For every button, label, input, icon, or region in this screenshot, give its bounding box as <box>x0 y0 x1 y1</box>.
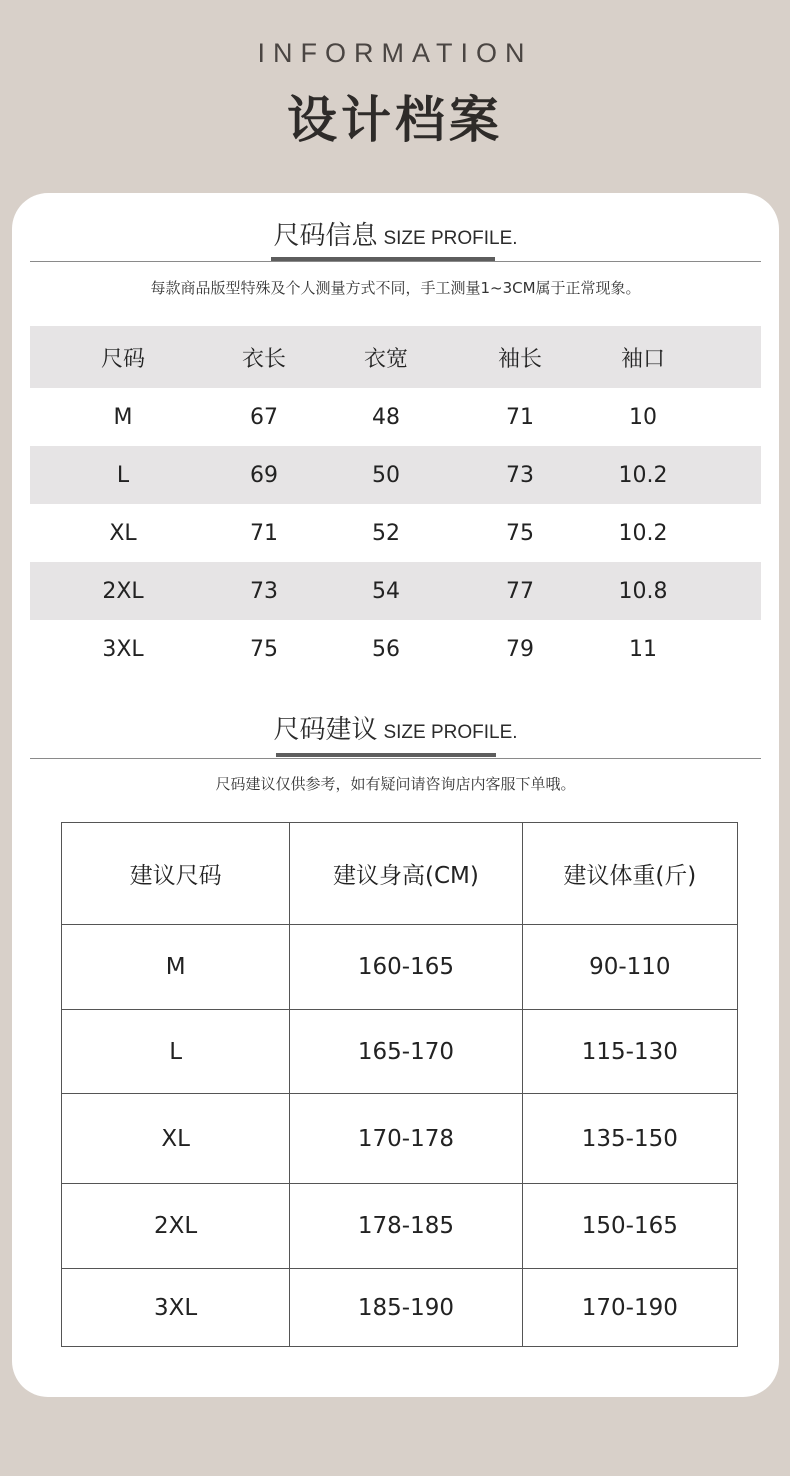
table-cell: XL <box>62 1094 290 1184</box>
table-cell: 11 <box>629 636 657 662</box>
table-row <box>30 446 761 504</box>
table-row <box>30 620 761 678</box>
table-row <box>62 1269 738 1347</box>
size-info-col-width: 衣宽 <box>363 346 408 372</box>
table-cell: 90-110 <box>522 925 737 1010</box>
header-english: INFORMATION <box>257 38 533 68</box>
table-cell: 54 <box>372 578 400 604</box>
table-cell: 115-130 <box>522 1010 737 1094</box>
table-row <box>30 562 761 620</box>
table-cell: 170-190 <box>522 1269 737 1347</box>
size-advice-underline <box>276 753 496 757</box>
size-advice-title <box>12 709 779 746</box>
table-cell: 2XL <box>62 1184 290 1269</box>
table-cell: 77 <box>506 578 534 604</box>
table-row <box>30 388 761 446</box>
table-cell: XL <box>109 520 137 546</box>
size-info-table <box>30 326 761 678</box>
size-info-divider <box>30 261 761 262</box>
size-advice-title-en: SIZE PROFILE. <box>383 722 518 743</box>
table-cell: 56 <box>372 636 400 662</box>
table-row <box>62 1184 738 1269</box>
table-cell: 160-165 <box>290 925 522 1010</box>
size-advice-col-height: 建议身高(CM) <box>290 823 522 925</box>
size-info-title <box>12 215 779 252</box>
table-cell: 10.2 <box>618 520 668 546</box>
table-cell: 71 <box>250 520 278 546</box>
size-info-col-length: 衣长 <box>241 346 286 372</box>
size-advice-header-row <box>62 823 738 925</box>
size-info-col-size: 尺码 <box>100 346 145 372</box>
size-advice-note: 尺码建议仅供参考，如有疑问请咨询店内客服下单哦。 <box>215 775 576 793</box>
table-cell: L <box>116 462 130 488</box>
size-advice-col-weight: 建议体重(斤) <box>522 823 737 925</box>
table-cell: 71 <box>506 404 534 430</box>
table-cell: 48 <box>372 404 400 430</box>
header-chinese: 设计档案 <box>287 91 503 149</box>
table-cell: M <box>113 404 133 430</box>
table-row <box>62 1094 738 1184</box>
size-info-title-en: SIZE PROFILE. <box>383 228 518 249</box>
table-cell: 165-170 <box>290 1010 522 1094</box>
table-cell: 170-178 <box>290 1094 522 1184</box>
size-info-col-sleeve: 袖长 <box>497 346 542 372</box>
table-cell: 3XL <box>62 1269 290 1347</box>
size-info-note: 每款商品版型特殊及个人测量方式不同，手工测量1~3CM属于正常现象。 <box>150 279 641 297</box>
table-cell: 50 <box>372 462 400 488</box>
table-cell: 52 <box>372 520 400 546</box>
table-cell: 10 <box>629 404 657 430</box>
table-cell: 79 <box>506 636 534 662</box>
size-info-col-cuff: 袖口 <box>620 346 665 372</box>
size-info-header-row <box>30 326 761 388</box>
table-cell: 185-190 <box>290 1269 522 1347</box>
table-row <box>62 925 738 1010</box>
size-advice-table <box>61 822 738 1347</box>
table-cell: 178-185 <box>290 1184 522 1269</box>
size-info-title-cn: 尺码信息 <box>273 221 378 251</box>
size-advice-col-size: 建议尺码 <box>62 823 290 925</box>
table-row <box>30 504 761 562</box>
table-cell: 2XL <box>102 578 144 604</box>
size-advice-title-cn: 尺码建议 <box>273 715 378 745</box>
info-card <box>12 193 779 1397</box>
table-cell: M <box>62 925 290 1010</box>
table-cell: 75 <box>506 520 534 546</box>
table-cell: 67 <box>250 404 278 430</box>
size-advice-divider <box>30 758 761 759</box>
table-cell: 69 <box>250 462 278 488</box>
table-cell: 73 <box>506 462 534 488</box>
table-cell: 150-165 <box>522 1184 737 1269</box>
table-cell: L <box>62 1010 290 1094</box>
table-cell: 3XL <box>102 636 144 662</box>
table-cell: 135-150 <box>522 1094 737 1184</box>
table-cell: 75 <box>250 636 278 662</box>
table-cell: 73 <box>250 578 278 604</box>
table-cell: 10.2 <box>618 462 668 488</box>
table-row <box>62 1010 738 1094</box>
table-cell: 10.8 <box>618 578 668 604</box>
